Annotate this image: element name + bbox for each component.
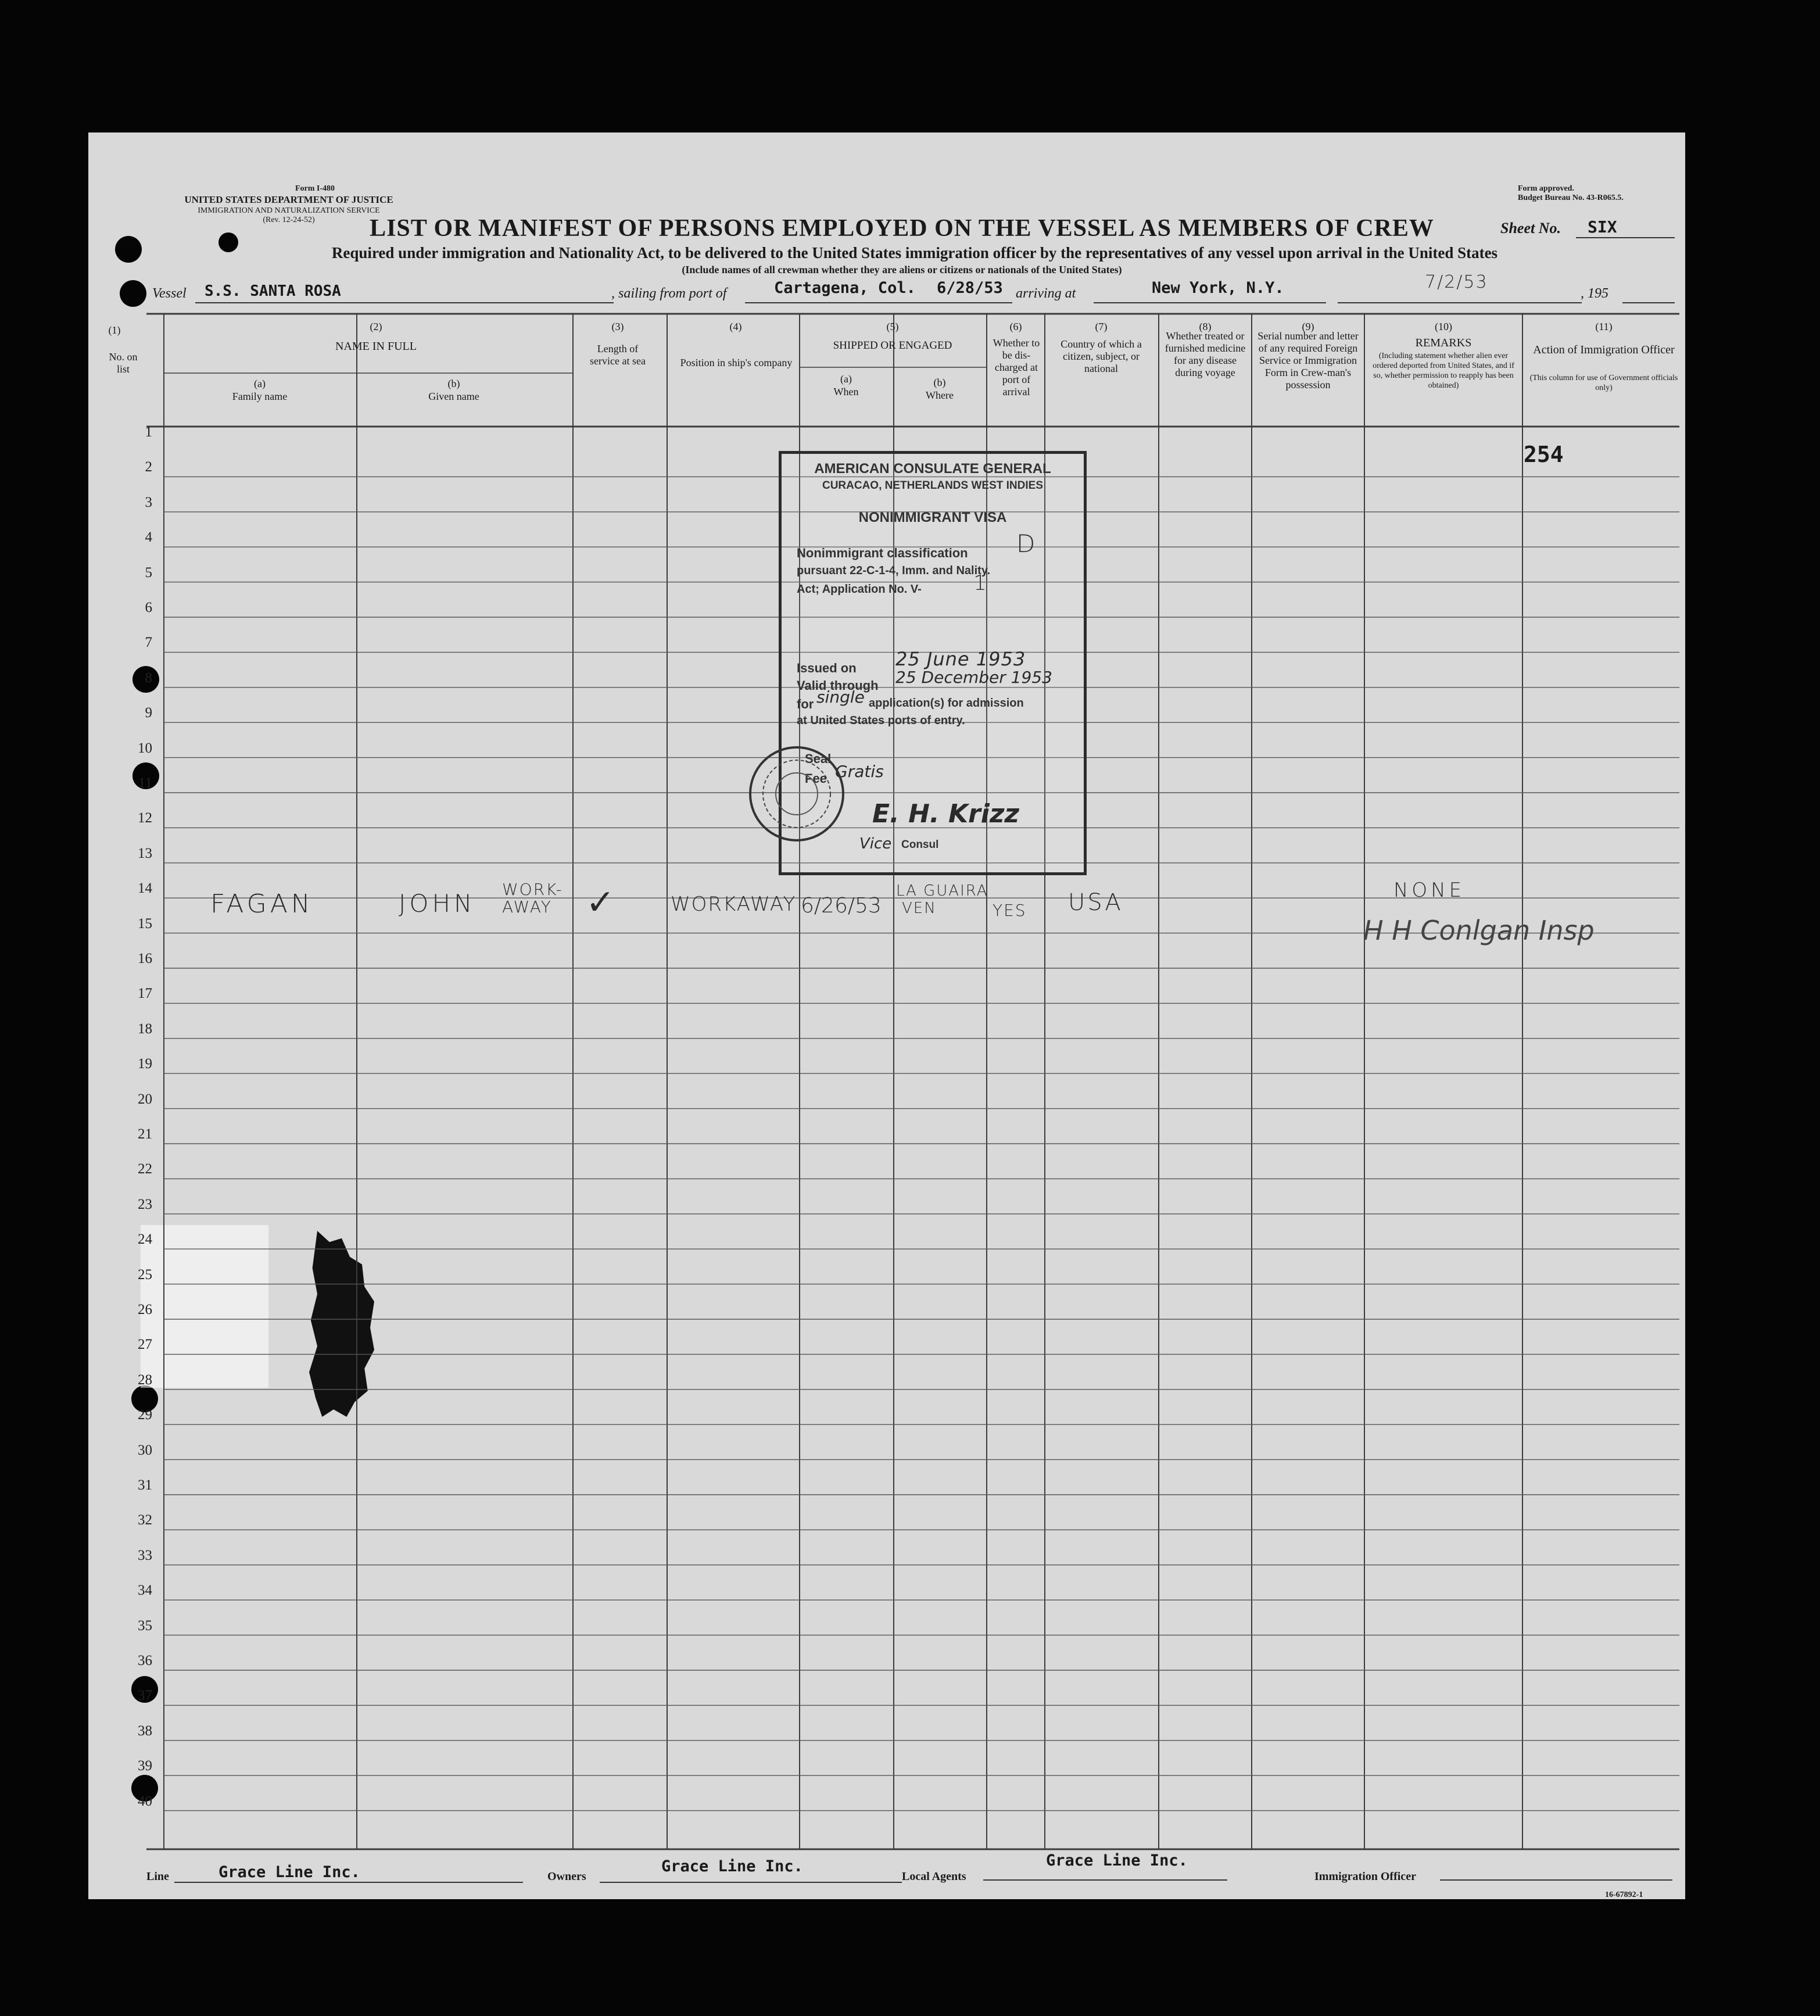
stamp-admission: application(s) for admission xyxy=(869,697,1024,710)
row-number: 11 xyxy=(138,775,152,791)
row-number: 7 xyxy=(145,635,152,651)
form-note: (Include names of all crewman whether they are aliens or citizens or nationals of the United States) xyxy=(682,264,1122,275)
row-number: 29 xyxy=(138,1407,152,1423)
footer-line-value: Grace Line Inc. xyxy=(218,1863,360,1881)
footer-officer-label: Immigration Officer xyxy=(1314,1870,1416,1883)
entry-shipped-when: 6/26/53 xyxy=(801,894,882,918)
stamp-fee-label: Fee xyxy=(805,771,827,786)
row-number: 37 xyxy=(138,1688,152,1704)
entry-country: USA xyxy=(1068,889,1123,916)
row-number: 8 xyxy=(145,669,152,686)
col1-header: No. on list xyxy=(109,351,138,375)
col7-number: (7) xyxy=(1095,321,1108,332)
col3-number: (3) xyxy=(611,321,624,332)
entry-family-name: FAGAN xyxy=(210,889,314,919)
col2b-letter: (b) xyxy=(447,378,460,389)
form-approved: Form approved. xyxy=(1518,184,1574,193)
arriving-port: New York, N.Y. xyxy=(1152,279,1284,297)
col5-number: (5) xyxy=(886,321,899,332)
sailing-date: 6/28/53 xyxy=(937,279,1003,297)
col2-header: NAME IN FULL xyxy=(335,340,417,353)
entry-shipped-where-line2: VEN xyxy=(902,900,937,917)
entry-length-checkmark: ✓ xyxy=(586,882,615,923)
form-number: Form I-480 xyxy=(295,184,335,193)
col8-header: Whether treated or furnished medicine for any disease during voyage xyxy=(1165,330,1246,378)
row-number: 22 xyxy=(138,1161,152,1177)
sheet-label: Sheet No. xyxy=(1500,220,1561,237)
row-number: 27 xyxy=(138,1337,152,1353)
row-number: 10 xyxy=(138,740,152,756)
entry-shipped-where-line1: LA GUAIRA xyxy=(896,882,988,900)
row-number: 39 xyxy=(138,1758,152,1774)
row-number: 36 xyxy=(138,1653,152,1668)
col3-header: Length of service at sea xyxy=(590,343,646,367)
col9-number: (9) xyxy=(1302,321,1314,332)
footer-line-label: Line xyxy=(146,1870,169,1883)
row-number: 13 xyxy=(138,845,152,861)
stamp-ports: at United States ports of entry. xyxy=(797,714,965,727)
col6-number: (6) xyxy=(1009,321,1022,332)
row-number: 35 xyxy=(138,1617,152,1634)
col10-header: REMARKS xyxy=(1415,336,1472,349)
vessel-label: Vessel xyxy=(152,286,187,301)
entry-given-name: JOHN xyxy=(399,889,476,918)
stamp-visa-type: NONIMMIGRANT VISA xyxy=(858,510,1007,525)
row-number: 6 xyxy=(145,600,152,615)
col4-header: Position in ship's company xyxy=(680,357,793,368)
row-number: 26 xyxy=(138,1302,152,1317)
col10-subheader: (Including statement whether alien ever ordered deported from United States, and if so, whether permission to reapply has been obtained) xyxy=(1373,352,1514,390)
row-number: 30 xyxy=(138,1442,152,1458)
stamp-application-value: 1 xyxy=(973,571,990,595)
budget-bureau: Budget Bureau No. 43-R065.5. xyxy=(1518,194,1624,202)
arriving-label: arriving at xyxy=(1016,286,1076,301)
stamp-application: Act; Application No. V- xyxy=(797,583,922,596)
row-number: 32 xyxy=(138,1512,152,1528)
row-number: 40 xyxy=(138,1793,152,1809)
col11-number: (11) xyxy=(1595,321,1613,332)
stamp-valid-label: Valid through xyxy=(797,678,879,693)
department: UNITED STATES DEPARTMENT OF JUSTICE xyxy=(184,194,393,205)
col2-number: (2) xyxy=(370,321,382,332)
stamp-consul-label: Consul xyxy=(901,839,939,851)
footer-owners-label: Owners xyxy=(547,1870,586,1883)
col1-number: (1) xyxy=(108,324,121,336)
col9-header: Serial number and letter of any required Foreign Service or Immigration Form in Crew-man's possession xyxy=(1257,330,1359,391)
row-number: 34 xyxy=(138,1582,152,1599)
row-number: 28 xyxy=(138,1372,152,1388)
col2b-header: Given name xyxy=(428,391,479,402)
stamp-issued-label: Issued on xyxy=(797,661,857,675)
officer-signature: H H Conlgan Insp xyxy=(1363,915,1595,946)
row-number: 16 xyxy=(138,951,152,966)
sheet-number: SIX xyxy=(1588,217,1617,237)
arrival-date: 7/2/53 xyxy=(1425,272,1488,292)
row-number: 21 xyxy=(138,1126,152,1142)
col7-header: Country of which a citizen, subject, or national xyxy=(1061,338,1142,374)
year-suffix: , 195 xyxy=(1581,286,1608,301)
row-number: 38 xyxy=(138,1723,152,1739)
row-number: 9 xyxy=(145,705,152,721)
row-number: 25 xyxy=(138,1266,152,1283)
stamp-seal-label: Seal xyxy=(805,751,832,766)
entry-workaway-line2: AWAY xyxy=(502,897,552,916)
col10-number: (10) xyxy=(1435,321,1452,332)
entry-remarks: NONE xyxy=(1393,879,1466,902)
row-number: 1 xyxy=(145,424,152,440)
stamp-class-value: D xyxy=(1016,529,1039,558)
row-number: 20 xyxy=(138,1091,152,1107)
footer-agents-value: Grace Line Inc. xyxy=(1046,1852,1188,1870)
manifest-sheet xyxy=(88,133,1685,1899)
entry-workaway-line1: WORK- xyxy=(502,880,563,899)
entry-discharged: YES xyxy=(993,901,1027,920)
form-title: LIST OR MANIFEST OF PERSONS EMPLOYED ON THE VESSEL AS MEMBERS OF CREW xyxy=(370,215,1434,242)
visa-stamp xyxy=(779,451,1087,875)
col5a-letter: (a) xyxy=(840,373,852,385)
vessel-name: S.S. SANTA ROSA xyxy=(205,282,341,300)
form-subtitle: Required under immigration and Nationality Act, to be delivered to the United States immigration officer by the representatives of any vessel upon arrival in the United States xyxy=(331,244,1498,262)
entry-position: WORKAWAY xyxy=(671,893,797,916)
col5b-header: Where xyxy=(926,389,954,401)
stamp-for-value: single xyxy=(816,687,865,707)
col11-header: Action of Immigration Officer xyxy=(1533,343,1675,356)
sailing-port: Cartagena, Col. xyxy=(774,279,916,297)
stamp-for-label: for xyxy=(797,697,814,711)
footer-agents-label: Local Agents xyxy=(902,1870,966,1883)
row-number: 31 xyxy=(138,1477,152,1493)
row-number: 33 xyxy=(138,1547,152,1563)
stamp-vice: Vice xyxy=(859,835,892,853)
col11-subheader: (This column for use of Government officials only) xyxy=(1529,374,1678,392)
stamp-pursuant: pursuant 22-C-1-4, Imm. and Nality. xyxy=(797,564,991,577)
stamp-consulate: AMERICAN CONSULATE GENERAL xyxy=(814,461,1051,477)
col2a-header: Family name xyxy=(232,391,288,402)
row-number: 23 xyxy=(138,1196,152,1212)
row-number: 18 xyxy=(138,1020,152,1037)
row-number: 15 xyxy=(138,915,152,932)
service: IMMIGRATION AND NATURALIZATION SERVICE xyxy=(198,206,380,215)
col5-header: SHIPPED OR ENGAGED xyxy=(833,339,952,352)
revision: (Rev. 12-24-52) xyxy=(263,216,315,224)
stamp-fee-value: Gratis xyxy=(835,762,884,781)
stamp-valid-value: 25 December 1953 xyxy=(895,668,1052,687)
col2a-letter: (a) xyxy=(254,378,266,389)
row-number: 5 xyxy=(145,564,152,581)
stamp-issued-value: 25 June 1953 xyxy=(895,648,1026,670)
print-code: 16-67892-1 xyxy=(1605,1890,1643,1899)
row-number: 4 xyxy=(145,529,152,546)
row-number: 3 xyxy=(145,494,152,510)
col8-number: (8) xyxy=(1199,321,1212,332)
row-number: 12 xyxy=(138,810,152,826)
stamp-location: CURACAO, NETHERLANDS WEST INDIES xyxy=(822,479,1043,492)
footer-owners-value: Grace Line Inc. xyxy=(661,1857,803,1875)
stamp-class-label: Nonimmigrant classification xyxy=(797,546,968,560)
row-number: 2 xyxy=(145,459,152,475)
col4-number: (4) xyxy=(729,321,742,332)
sailing-label: , sailing from port of xyxy=(611,286,727,301)
row-number: 24 xyxy=(138,1231,152,1248)
row-number: 17 xyxy=(138,986,152,1002)
stamped-number: 254 xyxy=(1524,442,1564,467)
row-number: 19 xyxy=(138,1056,152,1072)
consular-seal xyxy=(744,739,849,849)
col6-header: Whether to be dis-charged at port of arrival xyxy=(993,337,1040,398)
row-number: 14 xyxy=(138,880,152,897)
col5a-header: When xyxy=(833,386,859,398)
stamp-signature: E. H. Krizz xyxy=(872,799,1020,829)
col5b-letter: (b) xyxy=(933,377,946,388)
